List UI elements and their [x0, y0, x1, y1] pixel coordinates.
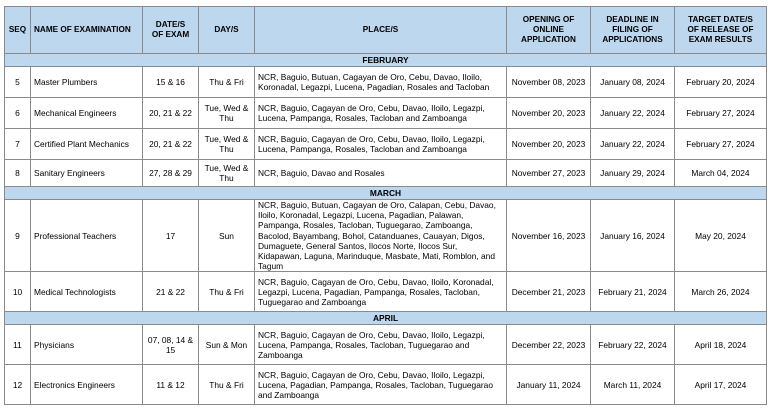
target-date-cell: April 17, 2024	[675, 365, 767, 405]
header-days	[199, 7, 255, 54]
header-dates	[143, 7, 199, 54]
exam-days-cell: Thu & Fri	[199, 272, 255, 312]
header-name-text: NAME OF EXAMINATION	[34, 25, 131, 34]
places-cell: NCR, Baguio, Butuan, Cagayan de Oro, Calapan, Cebu, Davao, Iloilo, Koronadal, Legazpi, Lucena, Pagadian, Palawan, Pampanga, Rosales, Tacloban, Tuguegarao, Zamboanga, Bacolod, Bayambang, Bohol, Catanduanes, Cauayan, Digos, Dumaguete, General Santos, Ilocos Norte, Ilocos Sur, Kidapawan, Laguna, Marinduque, Masbate, Mati, Romblon, and Tagum	[255, 200, 507, 272]
opening-date-cell: December 21, 2023	[507, 272, 591, 312]
table-row	[5, 272, 767, 312]
seq-cell: 7	[5, 129, 31, 160]
exam-name-cell: Medical Technologists	[31, 272, 143, 312]
seq-cell: 9	[5, 200, 31, 272]
header-opening-line1: OPENING OF	[522, 15, 575, 24]
exam-name-cell: Mechanical Engineers	[31, 98, 143, 129]
opening-date-cell: November 20, 2023	[507, 129, 591, 160]
target-date-cell: March 04, 2024	[675, 160, 767, 187]
exam-schedule-table	[4, 6, 767, 405]
exam-dates-cell: 21 & 22	[143, 272, 199, 312]
seq-cell: 10	[5, 272, 31, 312]
month-row-april	[5, 312, 767, 325]
header-places-text: PLACE/S	[362, 25, 399, 34]
header-name	[31, 7, 143, 54]
target-date-cell: May 20, 2024	[675, 200, 767, 272]
deadline-date-cell: January 29, 2024	[591, 160, 675, 187]
table-row	[5, 365, 767, 405]
header-opening-line2: ONLINE	[533, 25, 564, 34]
seq-cell: 6	[5, 98, 31, 129]
exam-days-cell: Tue, Wed & Thu	[199, 98, 255, 129]
header-places	[255, 7, 507, 54]
exam-days-cell: Sun	[199, 200, 255, 272]
target-date-cell: April 18, 2024	[675, 325, 767, 365]
header-deadline-line1: DEADLINE IN	[606, 15, 659, 24]
places-cell: NCR, Baguio, Cagayan de Oro, Cebu, Davao, Iloilo, Legazpi, Lucena, Pampanga, Rosales, Tacloban and Zamboanga	[255, 129, 507, 160]
header-opening-line3: APPLICATION	[521, 35, 576, 44]
header-seq	[5, 7, 31, 54]
opening-date-cell: November 08, 2023	[507, 67, 591, 98]
opening-date-cell: November 16, 2023	[507, 200, 591, 272]
exam-dates-cell: 20, 21 & 22	[143, 129, 199, 160]
deadline-date-cell: January 22, 2024	[591, 129, 675, 160]
deadline-date-cell: February 22, 2024	[591, 325, 675, 365]
header-deadline-line3: APPLICATIONS	[602, 35, 663, 44]
month-row-march	[5, 187, 767, 200]
exam-name-cell: Electronics Engineers	[31, 365, 143, 405]
header-target	[675, 7, 767, 54]
opening-date-cell: December 22, 2023	[507, 325, 591, 365]
header-target-line2: OF RELEASE OF	[687, 25, 754, 34]
header-row	[5, 7, 767, 54]
exam-days-cell: Sun & Mon	[199, 325, 255, 365]
seq-cell: 11	[5, 325, 31, 365]
target-date-cell: February 27, 2024	[675, 98, 767, 129]
header-target-line1: TARGET DATE/S	[688, 15, 753, 24]
places-cell: NCR, Baguio, Davao and Rosales	[255, 160, 507, 187]
deadline-date-cell: March 11, 2024	[591, 365, 675, 405]
exam-name-cell: Certified Plant Mechanics	[31, 129, 143, 160]
places-cell: NCR, Baguio, Cagayan de Oro, Cebu, Davao, Iloilo, Legazpi, Lucena, Pampanga, Rosales, Tacloban, Tuguegarao and Zamboanga	[255, 325, 507, 365]
exam-dates-cell: 17	[143, 200, 199, 272]
seq-cell: 12	[5, 365, 31, 405]
opening-date-cell: November 20, 2023	[507, 98, 591, 129]
month-label-april: APRIL	[5, 312, 767, 325]
deadline-date-cell: February 21, 2024	[591, 272, 675, 312]
deadline-date-cell: January 08, 2024	[591, 67, 675, 98]
header-seq-text: SEQ	[8, 25, 27, 34]
table-row	[5, 325, 767, 365]
exam-days-cell: Thu & Fri	[199, 67, 255, 98]
header-opening	[507, 7, 591, 54]
places-cell: NCR, Baguio, Cagayan de Oro, Cebu, Davao, Iloilo, Legazpi, Lucena, Pampanga, Rosales, Tacloban and Zamboanga	[255, 98, 507, 129]
month-row-february	[5, 54, 767, 67]
deadline-date-cell: January 16, 2024	[591, 200, 675, 272]
seq-cell: 8	[5, 160, 31, 187]
places-cell: NCR, Baguio, Cagayan de Oro, Cebu, Davao, Iloilo, Legazpi, Lucena, Pagadian, Pampanga, Rosales, Tacloban, Tuguegarao and Zamboanga	[255, 365, 507, 405]
header-deadline-line2: FILING OF	[612, 25, 653, 34]
table-row	[5, 160, 767, 187]
exam-name-cell: Physicians	[31, 325, 143, 365]
places-cell: NCR, Baguio, Butuan, Cagayan de Oro, Cebu, Davao, Iloilo, Koronadal, Legazpi, Lucena, Pagadian, Rosales and Tacloban	[255, 67, 507, 98]
exam-name-cell: Master Plumbers	[31, 67, 143, 98]
exam-dates-cell: 07, 08, 14 & 15	[143, 325, 199, 365]
month-label-february: FEBRUARY	[5, 54, 767, 67]
deadline-date-cell: January 22, 2024	[591, 98, 675, 129]
exam-days-cell: Tue, Wed & Thu	[199, 129, 255, 160]
target-date-cell: February 27, 2024	[675, 129, 767, 160]
header-dates-line1: DATE/S	[155, 20, 186, 29]
exam-dates-cell: 20, 21 & 22	[143, 98, 199, 129]
table-row	[5, 200, 767, 272]
seq-cell: 5	[5, 67, 31, 98]
target-date-cell: February 20, 2024	[675, 67, 767, 98]
exam-days-cell: Thu & Fri	[199, 365, 255, 405]
table-row	[5, 67, 767, 98]
table-row	[5, 129, 767, 160]
opening-date-cell: November 27, 2023	[507, 160, 591, 187]
exam-days-cell: Tue, Wed & Thu	[199, 160, 255, 187]
header-days-text: DAY/S	[214, 25, 239, 34]
exam-dates-cell: 27, 28 & 29	[143, 160, 199, 187]
table-row	[5, 98, 767, 129]
opening-date-cell: January 11, 2024	[507, 365, 591, 405]
exam-dates-cell: 15 & 16	[143, 67, 199, 98]
exam-name-cell: Professional Teachers	[31, 200, 143, 272]
header-dates-line2: OF EXAM	[151, 30, 190, 39]
month-label-march: MARCH	[5, 187, 767, 200]
places-cell: NCR, Baguio, Cagayan de Oro, Cebu, Davao, Iloilo, Koronadal, Legazpi, Lucena, Pagadian, Pampanga, Rosales, Tacloban, Tuguegarao and Zamboanga	[255, 272, 507, 312]
exam-dates-cell: 11 & 12	[143, 365, 199, 405]
exam-name-cell: Sanitary Engineers	[31, 160, 143, 187]
header-deadline	[591, 7, 675, 54]
target-date-cell: March 26, 2024	[675, 272, 767, 312]
header-target-line3: EXAM RESULTS	[688, 35, 753, 44]
